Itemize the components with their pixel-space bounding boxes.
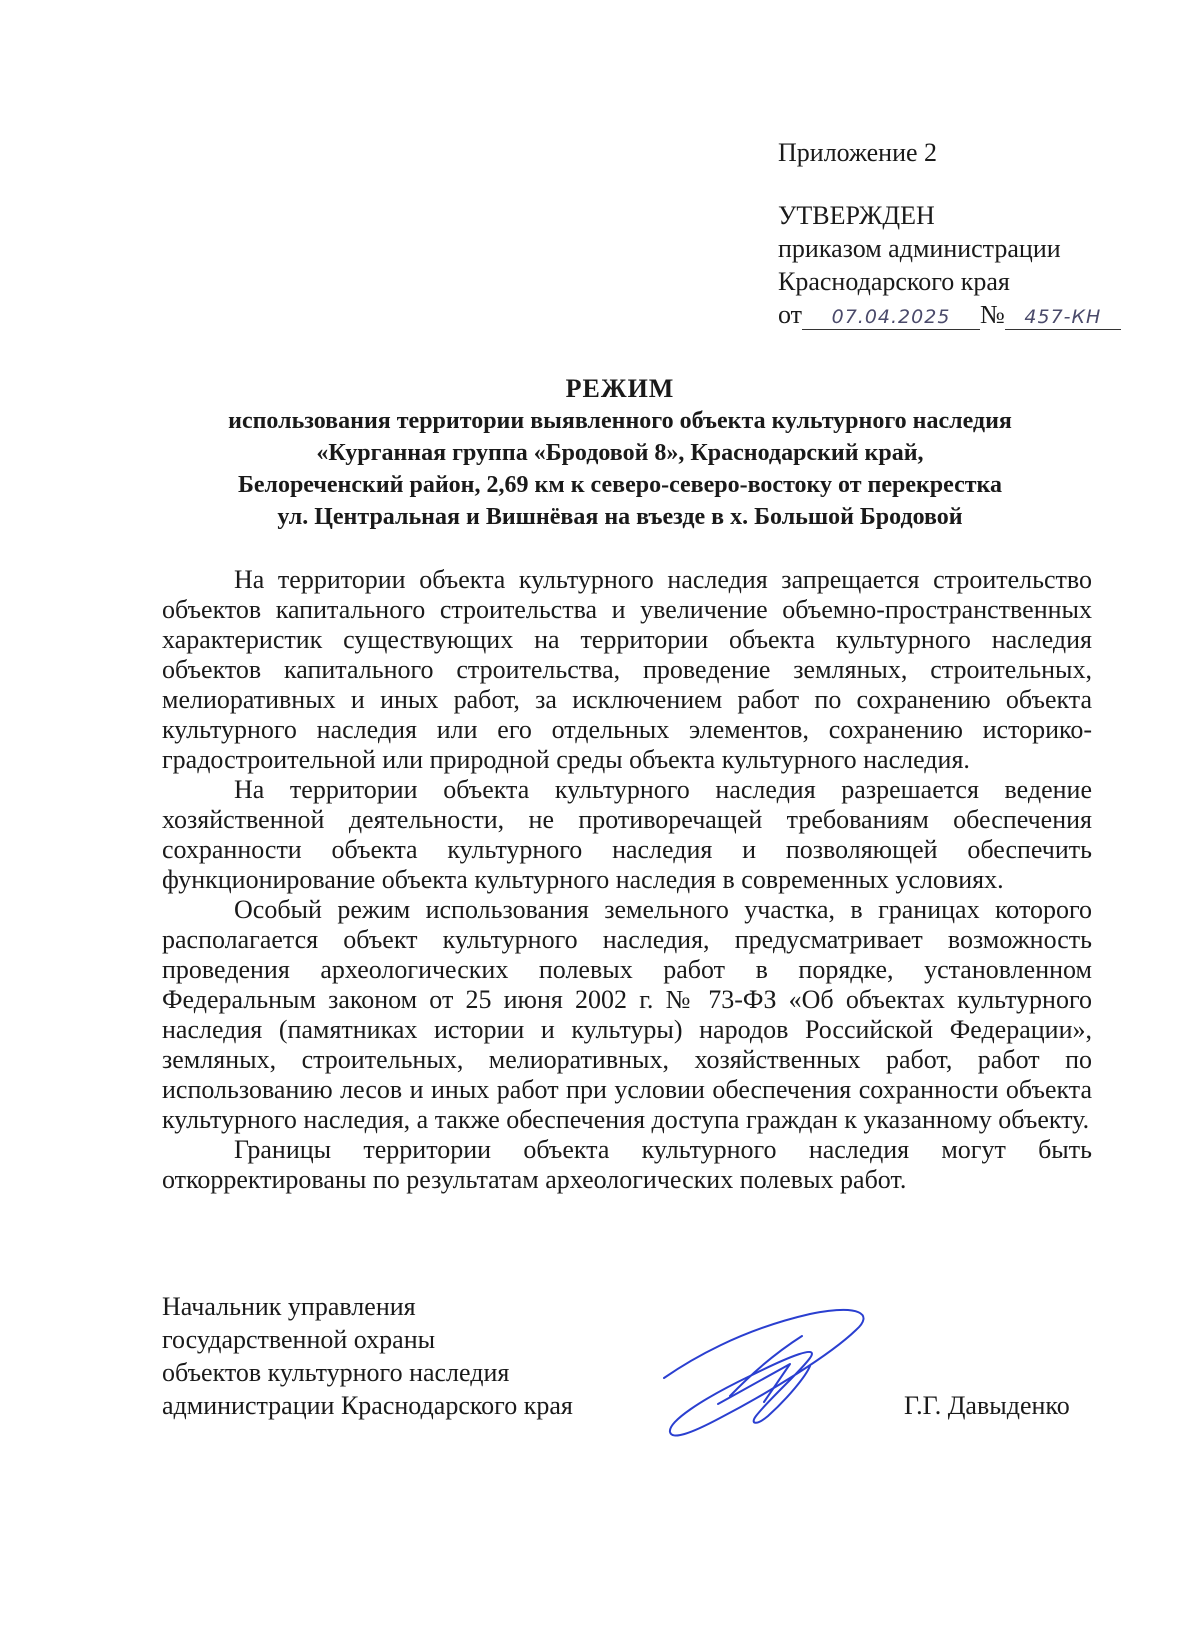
from-prefix: от	[778, 300, 803, 329]
signatory-line-4: администрации Краснодарского края	[162, 1391, 573, 1420]
order-number-handwritten: 457-КН	[1005, 305, 1121, 330]
signatory-line-3: объектов культурного наследия	[162, 1358, 510, 1387]
signatory-position	[162, 1290, 573, 1422]
approval-stamp-block	[778, 136, 1121, 331]
title-main: РЕЖИМ	[565, 374, 675, 403]
title-line-1: использования территории выявленного объекта культурного наследия	[228, 408, 1012, 434]
approved-region: Краснодарского края	[778, 267, 1010, 296]
body-paragraph-1: На территории объекта культурного наследия запрещается строительство объектов капитального строительства и увеличение объемно-пространственных характеристик существующих на территории объекта культурного наследия объектов капитального строительства, проведение земляных, строительных, мелиоративных и иных работ, за исключением работ по сохранению объекта культурного наследия или его отдельных элементов, сохранению историко-градостроительной или природной среды объекта культурного наследия.	[162, 565, 1092, 774]
order-date-number-line	[778, 298, 1121, 331]
body-paragraph-2: На территории объекта культурного наследия разрешается ведение хозяйственной деятельности, не противоречащей требованиям обеспечения сохранности объекта культурного наследия и позволяющей обеспечить функционирование объекта культурного наследия в современных условиях.	[162, 775, 1092, 894]
signatory-line-2: государственной охраны	[162, 1325, 436, 1354]
body-paragraph-4: Границы территории объекта культурного наследия могут быть откорректированы по результатам археологических полевых работ.	[162, 1135, 1092, 1194]
title-line-4: ул. Центральная и Вишнёвая на въезде в х. Большой Бродовой	[277, 504, 963, 530]
approved-by-order: приказом администрации	[778, 234, 1061, 263]
order-date-handwritten: 07.04.2025	[802, 305, 980, 330]
title-line-2: «Курганная группа «Бродовой 8», Краснодарский край,	[316, 440, 924, 466]
appendix-label: Приложение 2	[778, 138, 938, 167]
document-title	[150, 373, 1090, 533]
number-sign: №	[980, 300, 1005, 329]
signatory-name: Г.Г. Давыденко	[904, 1391, 1070, 1420]
signatory-line-1: Начальник управления	[162, 1292, 416, 1321]
body-paragraph-3: Особый режим использования земельного участка, в границах которого располагается объект культурного наследия, предусматривает возможность проведения археологических полевых работ в порядке, установленном Федеральным законом от 25 июня 2002 г. № 73-ФЗ «Об объектах культурного наследия (памятниках истории и культуры) народов Российской Федерации», земляных, строительных, мелиоративных, хозяйственных работ, работ по использованию лесов и иных работ при условии обеспечения сохранности объекта культурного наследия, а также обеспечения доступа граждан к указанному объекту.	[162, 895, 1092, 1134]
title-line-3: Белореченский район, 2,69 км к северо-северо-востоку от перекрестка	[237, 472, 1003, 498]
approved-label: УТВЕРЖДЕН	[778, 201, 935, 230]
signature-icon	[660, 1300, 880, 1450]
document-body	[162, 565, 1092, 1195]
